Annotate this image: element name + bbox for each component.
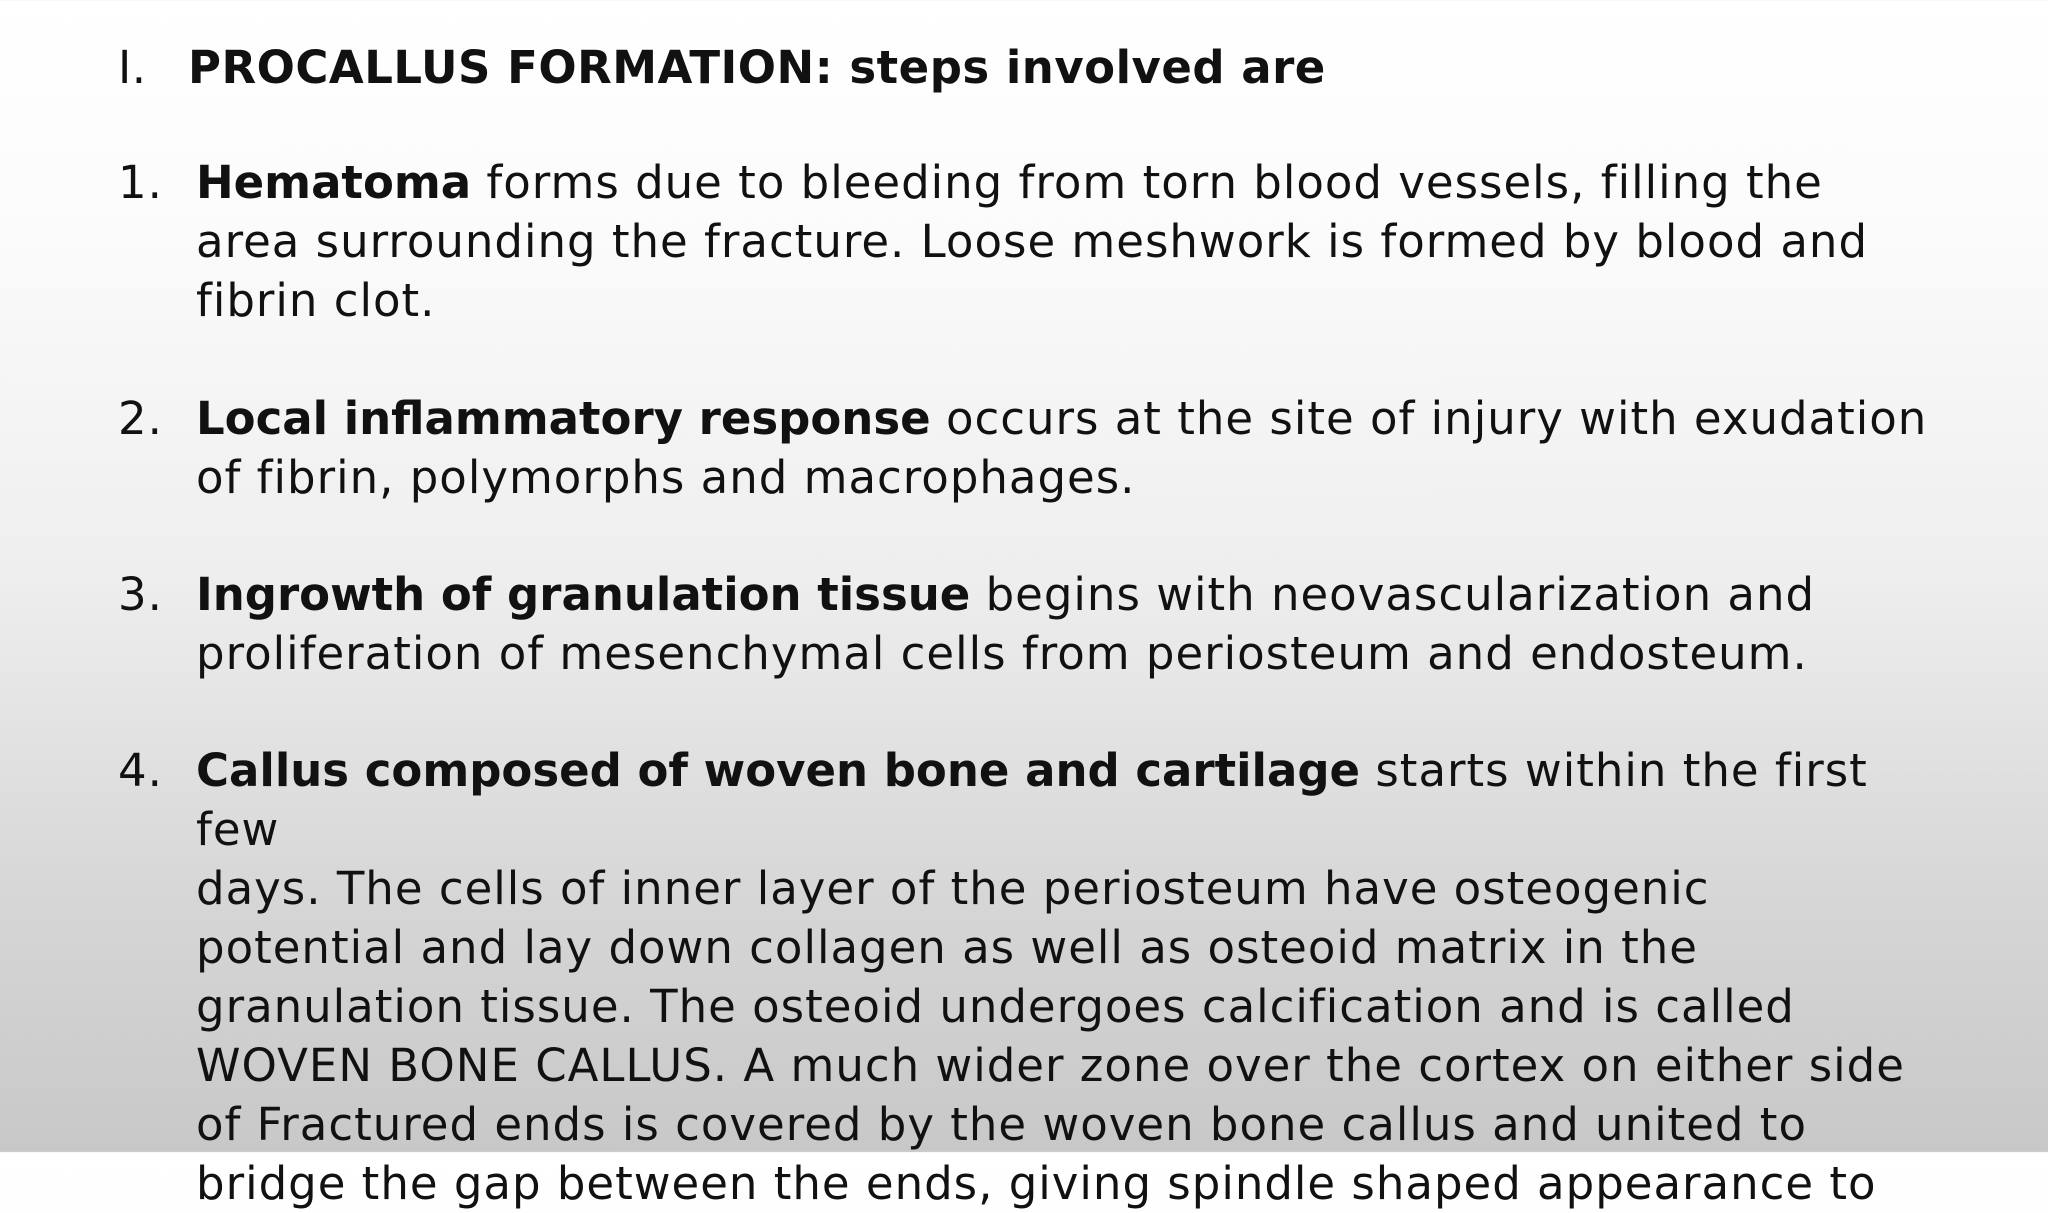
step-text [196,153,1936,330]
step-term: Ingrowth of granulation tissue [196,568,971,621]
step-line: begins with neovascularization and [970,568,1816,621]
step-line: potential and lay down collagen as well as osteoid matrix in the [196,921,1698,974]
step-term: Callus composed of woven bone and cartilage [196,744,1361,797]
step-line: forms due to bleeding from torn blood vessels, filling the [471,156,1823,209]
step-text [196,741,1936,1213]
step-line: proliferation of mesenchymal cells from periosteum and endosteum. [196,627,1808,680]
step-line: area surrounding the fracture. Loose meshwork is formed by blood and [196,215,1869,268]
step-line: of Fractured ends is covered by the woven bone callus and united to [196,1098,1807,1151]
step-item-hematoma [118,153,1938,330]
section-title: PROCALLUS FORMATION: steps involved are [188,41,1326,94]
step-number: 4. [118,744,163,797]
step-line: fibrin clot. [196,274,436,327]
step-text [196,565,1936,683]
step-item-granulation-tissue [118,565,1938,683]
section-number: I. [118,41,147,94]
step-line: WOVEN BONE CALLUS. A much wider zone over the cortex on either side [196,1039,1905,1092]
step-term: Local inflammatory response [196,392,931,445]
step-line: bridge the gap between the ends, giving spindle shaped appearance to [196,1157,1877,1210]
step-number: 3. [118,568,163,621]
step-line: starts within the first few [196,744,1868,856]
step-term: Hematoma [196,156,472,209]
step-item-inflammatory-response [118,389,1938,507]
section-heading [118,40,1326,96]
step-line: occurs at the site of injury with exudation [930,392,1928,445]
step-text [196,389,1936,507]
step-line: granulation tissue. The osteoid undergoes calcification and is called [196,980,1795,1033]
step-number: 1. [118,156,163,209]
step-line: of fibrin, polymorphs and macrophages. [196,451,1136,504]
step-line: days. The cells of inner layer of the periosteum have osteogenic [196,862,1710,915]
step-item-callus [118,741,1938,1213]
step-number: 2. [118,392,163,445]
